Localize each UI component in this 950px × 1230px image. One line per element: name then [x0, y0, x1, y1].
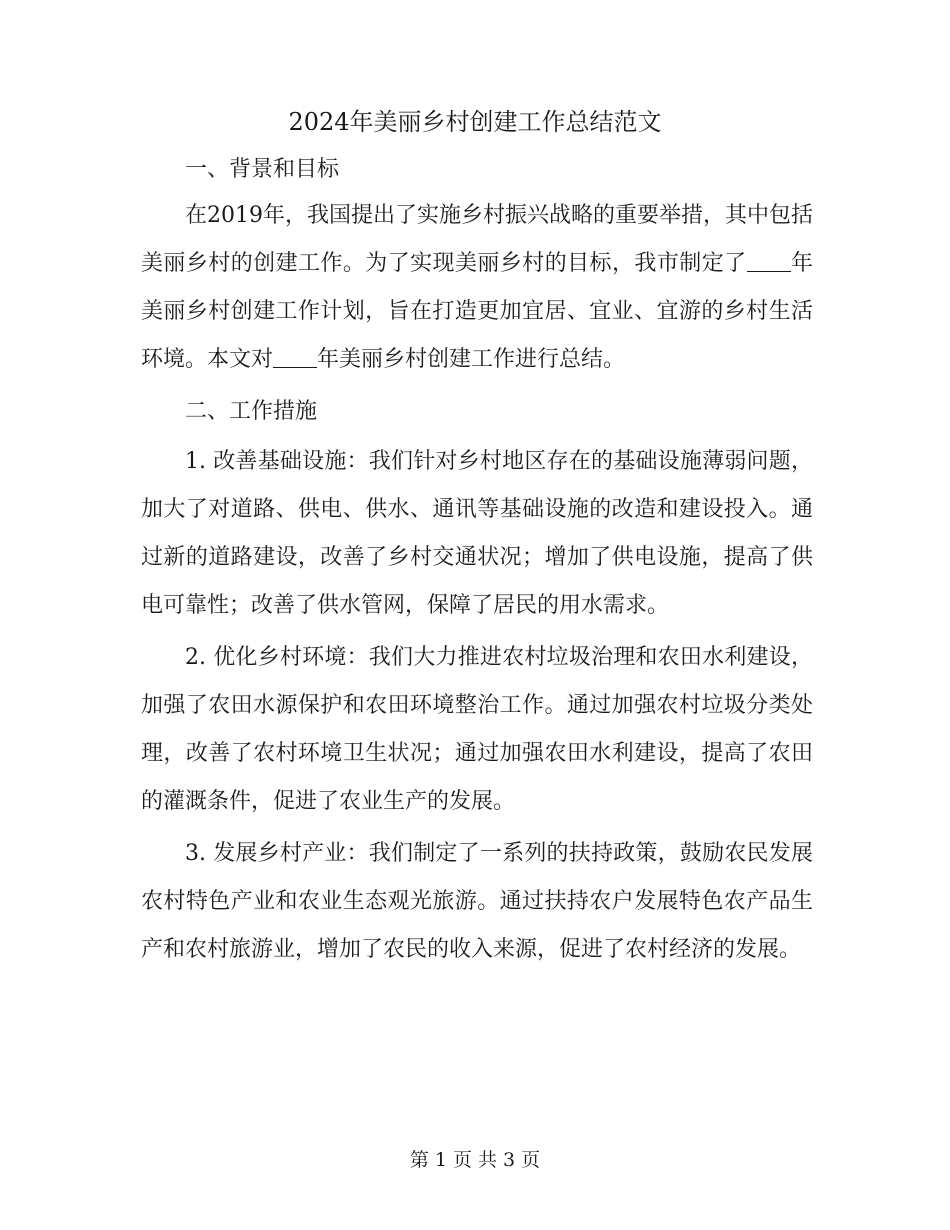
paragraph-background [141, 192, 813, 384]
document-body [141, 148, 813, 974]
paragraph-text: 年美丽乡村创建工作进行总结。 [317, 347, 626, 372]
list-item-infrastructure: 1. 改善基础设施：我们针对乡村地区存在的基础设施薄弱问题，加大了对道路、供电、供水、通讯等基础设施的改造和建设投入。通过新的道路建设，改善了乡村交通状况；增加了供电设施，提高了供电可靠性；改善了供水管网，保障了居民的用水需求。 [141, 449, 813, 618]
blank-line [273, 345, 317, 368]
list-item-environment: 2. 优化乡村环境：我们大力推进农村垃圾治理和农田水利建设，加强了农田水源保护和农田环境整治工作。通过加强农村垃圾分类处理，改善了农村环境卫生状况；通过加强农田水利建设，提高了农田的灌溉条件，促进了农业生产的发展。 [141, 645, 813, 814]
section-heading-background: 一、背景和目标 [185, 157, 340, 182]
blank-line [747, 249, 791, 272]
list-item-industry: 3. 发展乡村产业：我们制定了一系列的扶持政策，鼓励农民发展农村特色产业和农业生态观光旅游。通过扶持农户发展特色农产品生产和农村旅游业，增加了农民的收入来源，促进了农村经济的发展。 [141, 841, 813, 962]
paragraph-text: 在2019年，我国提出了实施乡村振兴战略的重要举措，其中包括美丽乡村的创建工作。为了实现美丽乡村的目标，我市制定了 [141, 203, 813, 276]
paragraph-text: 年美丽乡村创建工作计划，旨在打造更加宜居、宜业、宜游的乡村生活环境。本文对 [141, 251, 813, 372]
section-heading-measures: 二、工作措施 [185, 399, 318, 424]
document-title: 2024年美丽乡村创建工作总结范文 [288, 108, 662, 136]
page-footer: 第 1 页 共 3 页 [409, 1149, 541, 1171]
